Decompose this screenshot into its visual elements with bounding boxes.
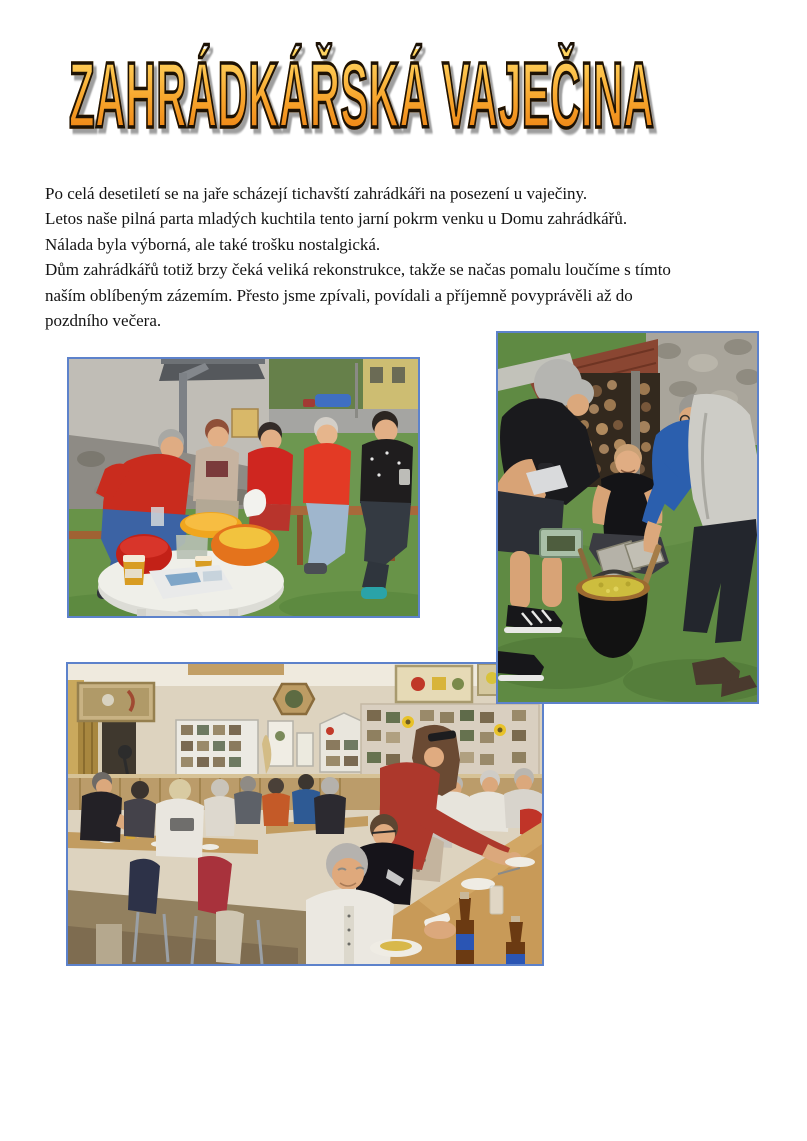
paragraph-line: Po celá desetiletí se na jaře scházejí tichavští zahrádkáři na posezení u vaječiny.: [45, 184, 588, 203]
paragraph-line: Dům zahrádkářů totiž brzy čeká veliká rekonstrukce, takže se načas pomalu loučíme s tímto: [45, 260, 671, 280]
page-title: [69, 43, 729, 149]
paragraph-line: Nálada byla výborná, ale také trošku nostalgická.: [45, 234, 381, 254]
photo-hall-interior: [66, 662, 544, 966]
photo-hall-interior-illustration: [68, 664, 542, 964]
article-paragraph: [45, 181, 769, 333]
page-title-text: ZAHRÁDKÁŘSKÁ VAJEČINA: [69, 43, 655, 147]
photo-garden-gathering: [67, 357, 420, 618]
paragraph-line: naším oblíbeným zázemím. Přesto jsme zpívali, povídali a příjemně povyprávěli až do: [45, 285, 633, 305]
paragraph-line: pozdního večera.: [45, 311, 162, 331]
paragraph-line: Letos naše pilná parta mladých kuchtila tento jarní pokrm venku u Domu zahrádkářů.: [45, 209, 628, 229]
photo-kettle-cooking-illustration: [498, 333, 757, 702]
photo-kettle-cooking: [496, 331, 759, 704]
photo-garden-gathering-illustration: [69, 359, 418, 616]
